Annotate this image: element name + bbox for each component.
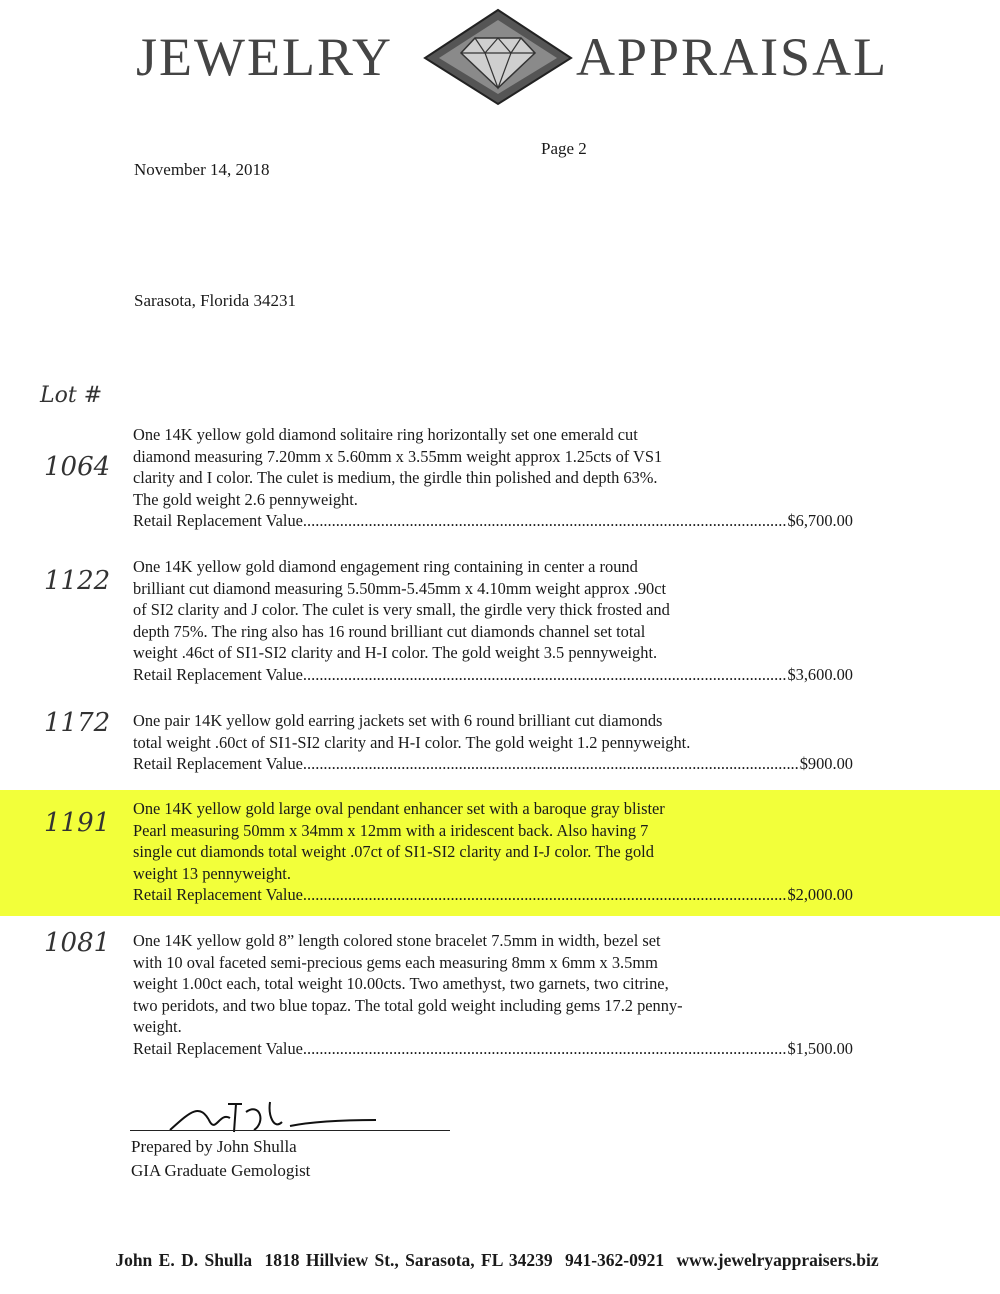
item-text-line: weight. [133, 1017, 182, 1037]
footer-website: www.jewelryappraisers.biz [676, 1250, 879, 1270]
lot-column-header: Lot # [40, 383, 103, 408]
item-text-line: with 10 oval faceted semi-precious gems each measuring 8mm x 6mm x 3.5mm [133, 952, 658, 972]
item-text-line: clarity and I color. The culet is medium, the girdle thin polished and depth 63%. [133, 468, 658, 488]
appraisal-item [133, 424, 853, 532]
footer-address: 1818 Hillview St., Sarasota, FL 34239 [264, 1250, 553, 1270]
value-amount: $900.00 [799, 754, 853, 774]
appraisal-item [133, 930, 853, 1060]
footer-contact [0, 1250, 1000, 1271]
item-text-line: total weight .60ct of SI1-SI2 clarity and H-I color. The gold weight 1.2 pennyweight. [133, 732, 691, 752]
value-amount: $6,700.00 [787, 511, 853, 531]
signature-line [130, 1130, 450, 1131]
lot-number: 1122 [44, 566, 111, 596]
value-line [133, 664, 853, 686]
page-number: Page 2 [541, 139, 587, 158]
leader-dots [303, 664, 788, 686]
item-text-line: One pair 14K yellow gold earring jackets set with 6 round brilliant cut diamonds [133, 711, 663, 730]
lot-number: 1172 [44, 708, 111, 738]
item-text-line: single cut diamonds total weight .07ct of SI1-SI2 clarity and I-J color. The gold [133, 842, 654, 862]
item-text-line: of SI2 clarity and J color. The culet is very small, the girdle very thick frosted and [133, 600, 670, 620]
value-line [133, 1038, 853, 1060]
item-text-line: One 14K yellow gold diamond solitaire ring horizontally set one emerald cut [133, 425, 638, 444]
value-line [133, 753, 853, 775]
value-label: Retail Replacement Value [133, 754, 303, 774]
item-text-line: One 14K yellow gold 8” length colored stone bracelet 7.5mm in width, bezel set [133, 931, 661, 950]
leader-dots [303, 510, 788, 532]
appraisal-item [133, 556, 853, 686]
item-text-line: weight 1.00ct each, total weight 10.00cts. Two amethyst, two garnets, two citrine, [133, 974, 669, 994]
item-text-line: depth 75%. The ring also has 16 round brilliant cut diamonds channel set total [133, 621, 646, 641]
item-text-line: weight .46ct of SI1-SI2 clarity and H-I color. The gold weight 3.5 pennyweight. [133, 643, 658, 663]
item-text-line: diamond measuring 7.20mm x 5.60mm x 3.55mm weight approx 1.25cts of VS1 [133, 446, 663, 466]
value-amount: $1,500.00 [787, 1038, 853, 1058]
lot-number: 1064 [44, 452, 111, 482]
value-label: Retail Replacement Value [133, 885, 303, 905]
item-text-line: brilliant cut diamond measuring 5.50mm-5.45mm x 4.10mm weight approx .90ct [133, 578, 667, 598]
value-label: Retail Replacement Value [133, 664, 303, 684]
lot-number: 1191 [44, 808, 111, 838]
header-title-left: JEWELRY [136, 27, 393, 87]
client-city: Sarasota, Florida 34231 [134, 291, 296, 310]
appraisal-item [133, 710, 853, 775]
item-text-line: The gold weight 2.6 pennyweight. [133, 489, 358, 509]
preparer-name: Prepared by John Shulla [131, 1137, 297, 1156]
lot-number: 1081 [44, 928, 111, 958]
value-amount: $2,000.00 [787, 885, 853, 905]
document-date: November 14, 2018 [134, 160, 270, 179]
value-label: Retail Replacement Value [133, 511, 303, 531]
leader-dots [303, 753, 800, 775]
item-text-line: two peridots, and two blue topaz. The total gold weight including gems 17.2 penny- [133, 995, 683, 1015]
preparer-block [131, 1135, 310, 1183]
value-line [133, 884, 853, 906]
preparer-title: GIA Graduate Gemologist [131, 1161, 311, 1180]
leader-dots [303, 1038, 788, 1060]
item-text-line: Pearl measuring 50mm x 34mm x 12mm with a iridescent back. Also having 7 [133, 820, 649, 840]
header-title-right: APPRAISAL [576, 27, 889, 87]
leader-dots [303, 884, 788, 906]
diamond-gem-icon [423, 8, 573, 106]
item-text-line: weight 13 pennyweight. [133, 863, 291, 883]
value-label: Retail Replacement Value [133, 1038, 303, 1058]
signature-mark [150, 1082, 380, 1142]
item-text-line: One 14K yellow gold large oval pendant enhancer set with a baroque gray blister [133, 799, 665, 818]
value-line [133, 510, 853, 532]
value-amount: $3,600.00 [787, 664, 853, 684]
item-text-line: One 14K yellow gold diamond engagement ring containing in center a round [133, 557, 638, 576]
footer-phone: 941-362-0921 [564, 1250, 665, 1270]
appraisal-item [133, 798, 853, 906]
footer-name: John E. D. Shulla [115, 1250, 253, 1270]
